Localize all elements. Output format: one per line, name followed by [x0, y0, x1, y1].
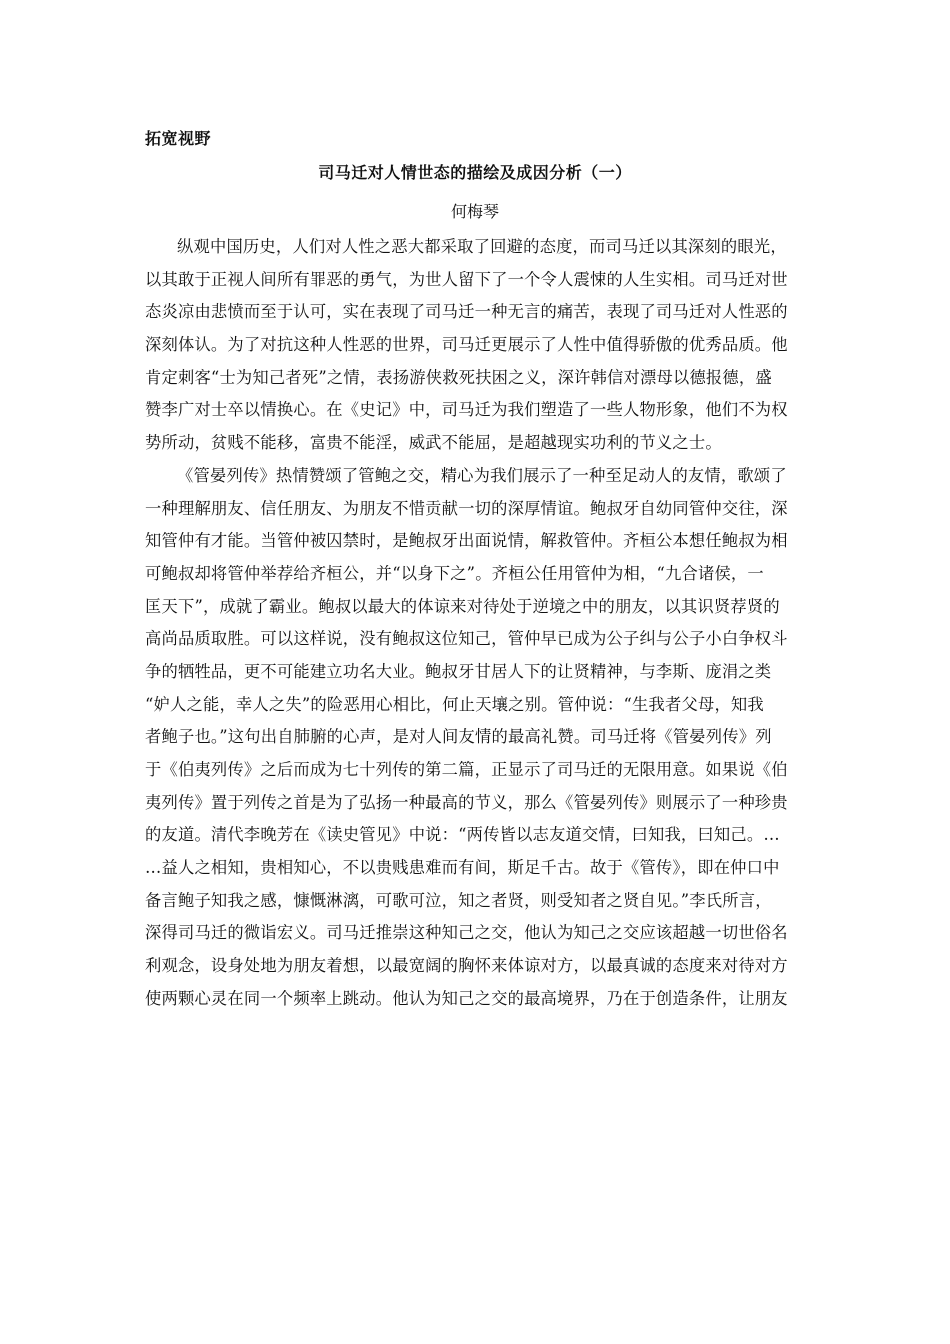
text-line: 利观念，设身处地为朋友着想，以最宽阔的胸怀来体谅对方，以最真诚的态度来对待对方	[145, 956, 788, 976]
text-line: 于《伯夷列传》之后而成为七十列传的第二篇，正显示了司马迁的无限用意。如果说《伯	[145, 760, 788, 779]
text-line: 深得司马迁的微诣宏义。司马迁推崇这种知己之交，他认为知己之交应该超越一切世俗名	[145, 923, 788, 943]
text-line: 以其敢于正视人间所有罪恶的勇气，为世人留下了一个令人震悚的人生实相。司马迁对世	[145, 269, 788, 289]
section-label: 拓宽视野	[145, 129, 212, 148]
text-line: 《管晏列传》热情赞颂了管鲍之交，精心为我们展示了一种至足动人的友情，歌颂了	[177, 465, 787, 485]
text-line: 夷列传》置于列传之首是为了弘扬一种最高的节义，那么《管晏列传》则展示了一种珍贵	[145, 792, 788, 812]
text-line: 纵观中国历史，人们对人性之恶大都采取了回避的态度，而司马迁以其深刻的眼光，	[177, 237, 787, 256]
text-line: …益人之相知，贵相知心，不以贵贱患难而有间，斯足千古。故于《管传》，即在仲口中	[145, 858, 780, 878]
text-line: 争的牺牲品，更不可能建立功名大业。鲍叔牙甘居人下的让贤精神，与李斯、庞涓之类	[145, 661, 772, 681]
text-line: 的友道。清代李晚芳在《读史管见》中说：“两传皆以志友道交情，曰知我，曰知己。…	[145, 825, 780, 845]
text-line: 一种理解朋友、信任朋友、为朋友不惜贡献一切的深厚情谊。鲍叔牙自幼同管仲交往，深	[145, 498, 788, 518]
text-line: 知管仲有才能。当管仲被囚禁时，是鲍叔牙出面说情，解救管仲。齐桓公本想任鲍叔为相	[145, 531, 788, 551]
text-line: 可鲍叔却将管仲举荐给齐桓公，并“以身下之”。齐桓公任用管仲为相，“九合诸侯，一	[145, 563, 764, 583]
text-line: 势所动，贫贱不能移，富贵不能淫，威武不能屈，是超越现实功利的节义之士。	[145, 433, 722, 453]
text-line: 匡天下”，成就了霸业。鲍叔以最大的体谅来对待处于逆境之中的朋友，以其识贤荐贤的	[145, 596, 780, 616]
text-line: 赞李广对士卒以情换心。在《史记》中，司马迁为我们塑造了一些人物形象，他们不为权	[145, 400, 788, 420]
text-line: 肯定刺客“士为知己者死”之情，表扬游侠救死扶困之义，深许韩信对漂母以德报德，盛	[145, 367, 772, 387]
text-line: 者鲍子也。”这句出自肺腑的心声，是对人间友情的最高礼赞。司马迁将《管晏列传》列	[145, 727, 772, 747]
text-line: 深刻体认。为了对抗这种人性恶的世界，司马迁更展示了人性中值得骄傲的优秀品质。他	[145, 335, 788, 355]
article-title: 司马迁对人情世态的描绘及成因分析（一）	[318, 163, 632, 182]
article-author: 何梅琴	[450, 202, 499, 221]
text-line: 备言鲍子知我之感，慷慨淋漓，可歌可泣，知之者贤，则受知者之贤自见。”李氏所言，	[145, 890, 772, 910]
text-line: 态炎凉由悲愤而至于认可，实在表现了司马迁一种无言的痛苦，表现了司马迁对人性恶的	[145, 302, 788, 322]
text-line: 高尚品质取胜。可以这样说，没有鲍叔这位知己，管仲早已成为公子纠与公子小白争权斗	[145, 629, 788, 649]
text-line: 使两颗心灵在同一个频率上跳动。他认为知己之交的最高境界，乃在于创造条件，让朋友	[145, 988, 788, 1008]
text-line: “妒人之能，幸人之失”的险恶用心相比，何止天壤之别。管仲说：“生我者父母，知我	[145, 694, 764, 714]
article-body	[145, 231, 810, 1016]
